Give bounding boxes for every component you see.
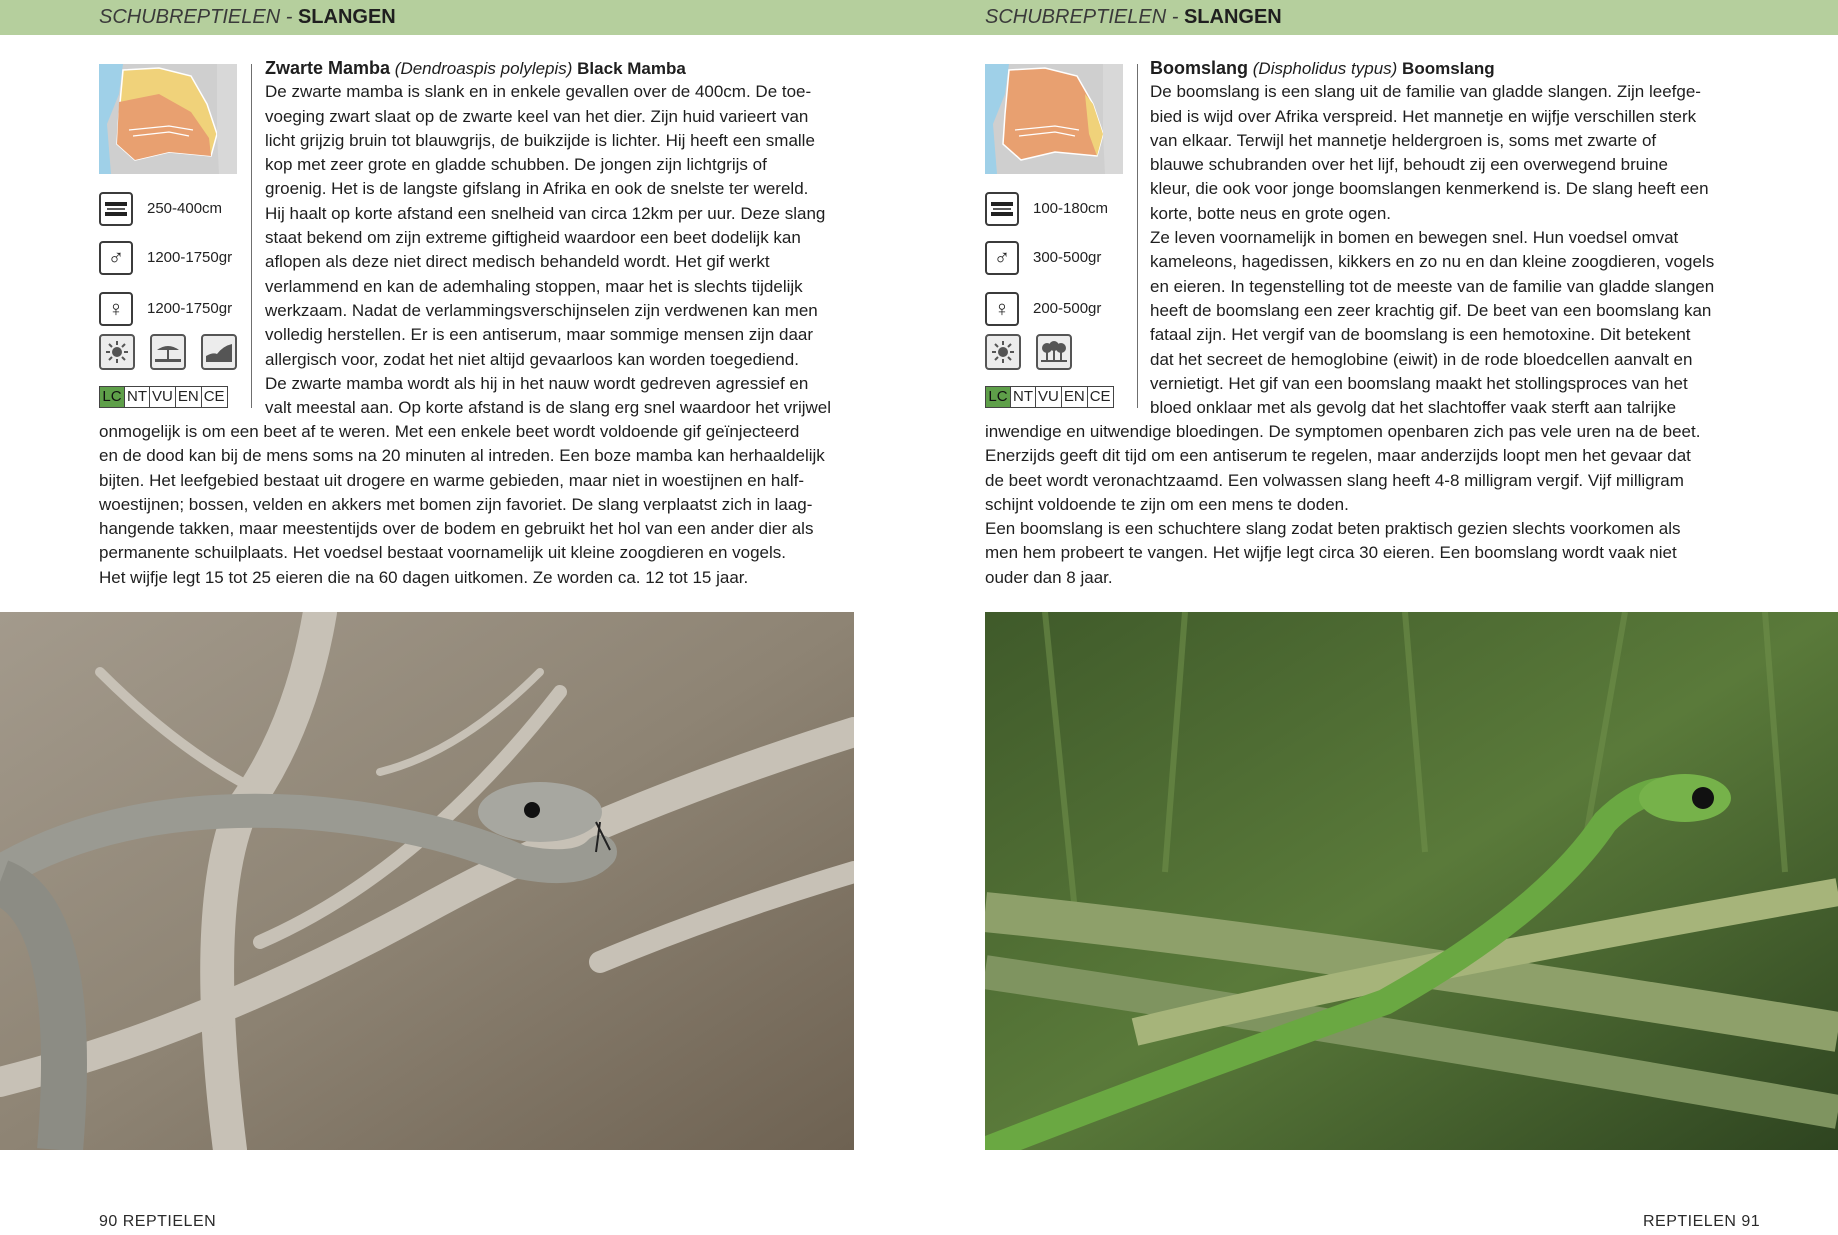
text-line: groenig. Het is de langste gifslang in Afrika en ook de snelste ter wereld. — [265, 179, 809, 199]
text-line: en de dood kan bij de mens soms na 20 minuten al intreden. Een boze mamba kan herhaaldelijk — [99, 446, 825, 466]
male-weight-stat — [99, 241, 249, 279]
species-latin-name: (Dispholidus typus) — [1252, 59, 1398, 78]
text-line: staat bekend om zijn extreme giftigheid waardoor een beet dodelijk kan — [265, 228, 801, 248]
male-weight-value: 1200-1750gr — [147, 249, 233, 266]
column-divider — [251, 64, 252, 408]
female-icon: ♀ — [985, 292, 1019, 326]
distribution-map — [985, 64, 1123, 174]
sun-icon — [99, 334, 135, 370]
header-category: SCHUBREPTIELEN — [99, 6, 281, 28]
text-line: blauwe schubranden over het lijf, behoudt zij een overwegend bruine — [1150, 155, 1668, 175]
text-line: vernietigt. Het gif van een boomslang maakt het stollingsproces van het — [1150, 373, 1688, 393]
iucn-ce: CE — [201, 386, 228, 408]
text-line: valt meestal aan. Op korte afstand is de slang erg snel waardoor het vrijwel — [265, 398, 832, 418]
text-line: inwendige en uitwendige bloedingen. De symptomen openbaren zich pas vele uren na de beet. — [985, 422, 1701, 441]
length-stat — [99, 192, 249, 230]
text-line: De zwarte mamba is slank en in enkele gevallen over de 400cm. De toe- — [265, 82, 812, 102]
text-line: verlammend en kan de ademhaling stoppen, maar het is slechts tijdelijk — [265, 276, 803, 296]
black-mamba-photo — [0, 612, 854, 1150]
text-line: Ze leven voornamelijk in bomen en bewegen snel. Hun voedsel omvat — [1150, 228, 1679, 248]
text-line: dat het secreet de hemoglobine (eiwit) in de rode bloedcellen aanvalt en — [1150, 349, 1693, 369]
text-line: voeging zwart slaat op de zwarte keel van het dier. Zijn huid varieert van — [265, 106, 809, 126]
forest-icon — [1036, 334, 1072, 370]
distribution-map — [99, 64, 237, 174]
text-line: Enerzijds geeft dit tijd om een antiserum te regelen, maar anderzijds loopt men het gevaar dat — [985, 446, 1691, 466]
text-line: aflopen als deze niet direct medisch behandeld wordt. Het gif werkt — [265, 252, 770, 272]
text-line: De boomslang is een slang uit de familie van gladde slangen. Zijn leefge- — [1150, 82, 1701, 102]
page-number: 91 — [1741, 1213, 1761, 1230]
species-info-column — [985, 64, 1135, 405]
page-number: 90 — [99, 1213, 118, 1230]
text-line: de beet wordt veronachtzaamd. Een volwassen slang heeft 4-8 milligram vergif. Vijf milligram — [985, 470, 1684, 490]
text-line: permanente schuilplaats. Het voedsel bestaat voornamelijk uit kleine zoogdieren en vogels. — [99, 543, 787, 563]
text-line: bloed onklaar met als gevolg dat het slachtoffer vaak sterft aan talrijke — [1150, 398, 1677, 418]
header-separator: - — [1166, 6, 1184, 28]
species-text-narrow — [1150, 56, 1714, 420]
length-stat — [985, 192, 1135, 230]
text-line: korte, botte neus en grote ogen. — [1150, 203, 1392, 223]
sun-icon — [985, 334, 1021, 370]
iucn-en: EN — [1061, 386, 1088, 408]
text-line: Het wijfje legt 15 tot 25 eieren die na 60 dagen uitkomen. Ze worden ca. 12 tot 15 jaar. — [99, 567, 749, 587]
header-category: SCHUBREPTIELEN — [985, 6, 1167, 28]
hills-icon — [201, 334, 237, 370]
length-icon — [985, 192, 1019, 226]
text-line: kleur, die ook voor jonge boomslangen kenmerkend is. De slang heeft een — [1150, 179, 1709, 199]
habitat-icons — [99, 334, 237, 370]
footer-section: REPTIELEN — [1643, 1213, 1737, 1230]
running-header — [99, 5, 396, 29]
header-subcategory: SLANGEN — [297, 6, 396, 28]
length-icon — [99, 192, 133, 226]
text-line: Een boomslang is een schuchtere slang zodat beten praktisch gezien slechts voorkomen als — [985, 519, 1681, 539]
species-heading — [1150, 56, 1714, 80]
column-divider — [1137, 64, 1138, 408]
footer-section: REPTIELEN — [122, 1213, 217, 1230]
female-weight-stat — [99, 292, 249, 330]
iucn-status-scale — [99, 386, 227, 408]
text-line: van elkaar. Terwijl het mannetje heldergroen is, soms met zwarte of — [1150, 130, 1657, 150]
text-line: bijten. Het leefgebied bestaat uit drogere en warme gebieden, maar niet in woestijnen en half- — [99, 470, 804, 490]
page-footer — [1643, 1213, 1760, 1231]
text-line: onmogelijk is om een beet af te weren. Met een enkele beet wordt voldoende gif geïnjecteerd — [99, 422, 800, 441]
male-weight-value: 300-500gr — [1033, 249, 1102, 266]
male-weight-stat — [985, 241, 1135, 279]
text-line: en eieren. In tegenstelling tot de meeste van de familie van gladde slangen — [1150, 276, 1715, 296]
female-weight-value: 200-500gr — [1033, 300, 1102, 317]
text-line: allergisch voor, zodat het niet altijd gevaarloos kan worden toegediend. — [265, 349, 799, 369]
running-header — [985, 5, 1282, 29]
habitat-icons — [985, 334, 1072, 370]
iucn-nt: NT — [1010, 386, 1036, 408]
iucn-lc: LC — [985, 386, 1011, 408]
text-line: fataal zijn. Het vergif van de boomslang is een hemotoxine. Dit betekent — [1150, 325, 1691, 345]
text-line: kop met zeer grote en gladde schubben. De jongen zijn lichtgrijs of — [265, 155, 767, 175]
text-line: woestijnen; bossen, velden en akkers met bomen zijn favoriet. De slang verplaatst zich in laag- — [99, 494, 813, 514]
species-latin-name: (Dendroaspis polylepis) — [394, 59, 573, 78]
species-info-column — [99, 64, 249, 405]
header-subcategory: SLANGEN — [1183, 6, 1282, 28]
text-line: De zwarte mamba wordt als hij in het nauw wordt gedreven agressief en — [265, 373, 809, 393]
iucn-en: EN — [175, 386, 202, 408]
species-text-wide — [985, 420, 1700, 590]
iucn-vu: VU — [149, 386, 176, 408]
right-page — [919, 0, 1838, 1235]
male-icon: ♂ — [99, 241, 133, 275]
text-line: licht grijzig bruin tot blauwgrijs, de buikzijde is lichter. Hij heeft een smalle — [265, 130, 815, 150]
length-value: 250-400cm — [147, 200, 223, 217]
length-value: 100-180cm — [1033, 200, 1109, 217]
text-line: schijnt voldoende te zijn om een mens te doden. — [985, 494, 1349, 514]
iucn-status-scale — [985, 386, 1113, 408]
page-footer — [99, 1213, 216, 1231]
iucn-lc: LC — [99, 386, 125, 408]
species-english-name: Black Mamba — [577, 59, 686, 78]
text-line: Hij haalt op korte afstand een snelheid van circa 12km per uur. Deze slang — [265, 203, 826, 223]
species-text-narrow — [265, 56, 831, 420]
iucn-vu: VU — [1035, 386, 1062, 408]
iucn-ce: CE — [1087, 386, 1114, 408]
text-line: bied is wijd over Afrika verspreid. Het mannetje en wijfje verschillen sterk — [1150, 106, 1697, 126]
female-weight-stat — [985, 292, 1135, 330]
text-line: kameleons, hagedissen, kikkers en zo nu en dan kleine zoogdieren, vogels — [1150, 252, 1715, 272]
male-icon: ♂ — [985, 241, 1019, 275]
species-name: Boomslang — [1150, 58, 1249, 78]
species-english-name: Boomslang — [1402, 59, 1495, 78]
text-line: werkzaam. Nadat de verlammingsverschijnselen zijn verdwenen kan men — [265, 300, 818, 320]
boomslang-photo — [985, 612, 1838, 1150]
text-line: volledig herstellen. Er is een antiserum, maar sommige mensen zijn daar — [265, 325, 814, 345]
acacia-savanna-icon — [150, 334, 186, 370]
text-line: ouder dan 8 jaar. — [985, 567, 1113, 587]
species-text-wide — [99, 420, 825, 590]
species-name: Zwarte Mamba — [265, 58, 391, 78]
text-line: heeft de boomslang een zeer krachtig gif. De beet van een boomslang kan — [1150, 300, 1712, 320]
female-weight-value: 1200-1750gr — [147, 300, 233, 317]
text-line: hangende takken, maar meestentijds over de bodem en gebruikt het hol van een ander dier als — [99, 519, 814, 539]
female-icon: ♀ — [99, 292, 133, 326]
iucn-nt: NT — [124, 386, 150, 408]
header-separator: - — [280, 6, 298, 28]
text-line: men hem probeert te vangen. Het wijfje legt circa 30 eieren. Een boomslang wordt vaak niet — [985, 543, 1677, 563]
species-heading — [265, 56, 831, 80]
